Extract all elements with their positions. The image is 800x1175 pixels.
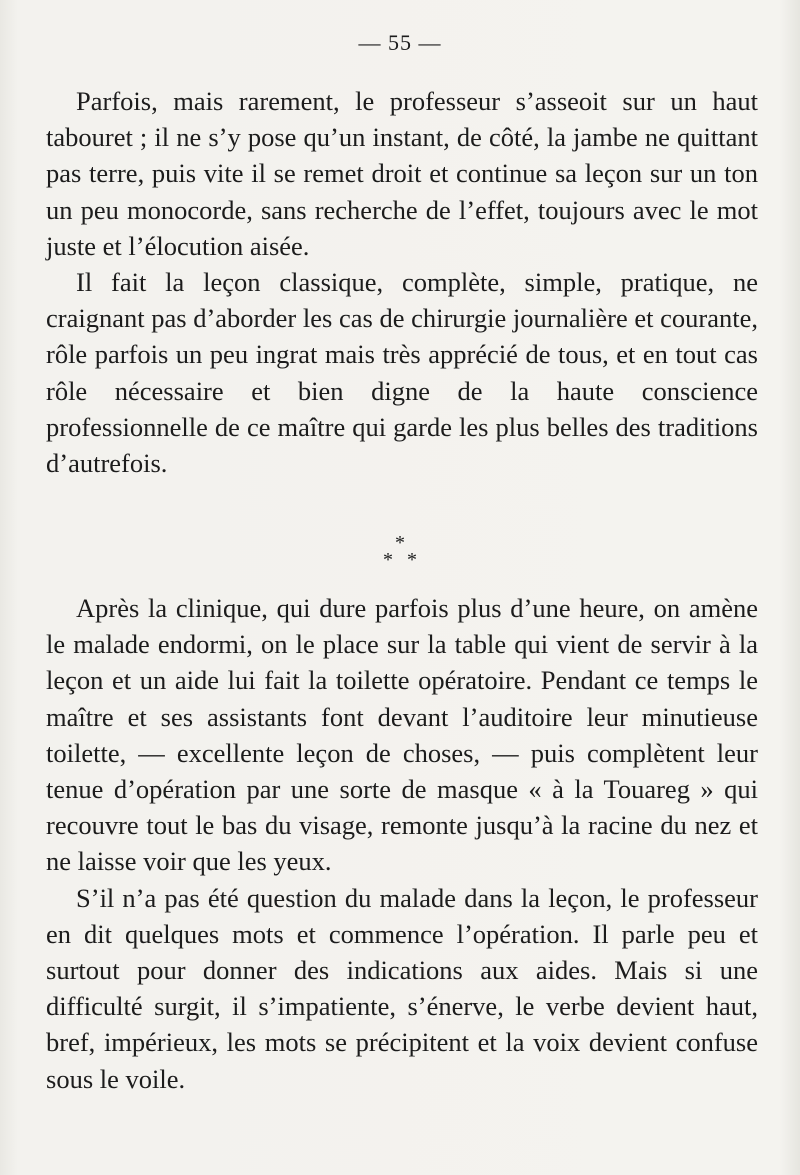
- text-block-top: [46, 83, 758, 481]
- paragraph-after-clinic: Après la clinique, qui dure parfois plus d’une heure, on amène le malade endormi, on le place sur la table qui vient de servir à la leçon et un aide lui fait la toilette opératoire. Pendant ce temps le maître et ses assistants font devant l’auditoire leur minutieuse toilette, — excellente leçon de choses, — puis complètent leur tenue d’opération par une sorte de masque « à la Touareg » qui recouvre tout le bas du visage, remonte jusqu’à la racine du nez et ne laisse voir que les yeux.: [46, 593, 758, 877]
- paragraph-operation-begins: S’il n’a pas été question du malade dans la leçon, le professeur en dit quelques mots et commence l’opération. Il parle peu et surtout pour donner des indications aux aides. Mais si une difficulté surgit, il s’impatiente, s’énerve, le verbe devient haut, bref, impérieux, les mots se précipitent et la voix devient confuse sous le voile.: [46, 882, 758, 1094]
- paragraph-professor-seated: Parfois, mais rarement, le professeur s’asseoit sur un haut tabouret ; il ne s’y pose qu’un instant, de côté, la jambe ne quittant pas terre, puis vite il se remet droit et continue sa leçon sur un ton un peu monocorde, sans recherche de l’effet, toujours avec le mot juste et l’élocution aisée.: [46, 86, 758, 261]
- text-block-bottom: [46, 590, 758, 1097]
- asterism-star-right: *: [407, 549, 417, 571]
- page-number: — 55 —: [358, 30, 442, 55]
- asterism-star-left: *: [383, 549, 393, 571]
- asterism-star-top: *: [395, 532, 405, 554]
- paragraph-classic-lesson: Il fait la leçon classique, complète, simple, pratique, ne craignant pas d’aborder les cas de chirurgie journalière et courante, rôle parfois un peu ingrat mais très apprécié de tous, et en tout cas rôle nécessaire et bien digne de la haute conscience professionnelle de ce maître qui garde les plus belles des traditions d’autrefois.: [46, 267, 758, 479]
- section-break-asterism: [0, 532, 800, 571]
